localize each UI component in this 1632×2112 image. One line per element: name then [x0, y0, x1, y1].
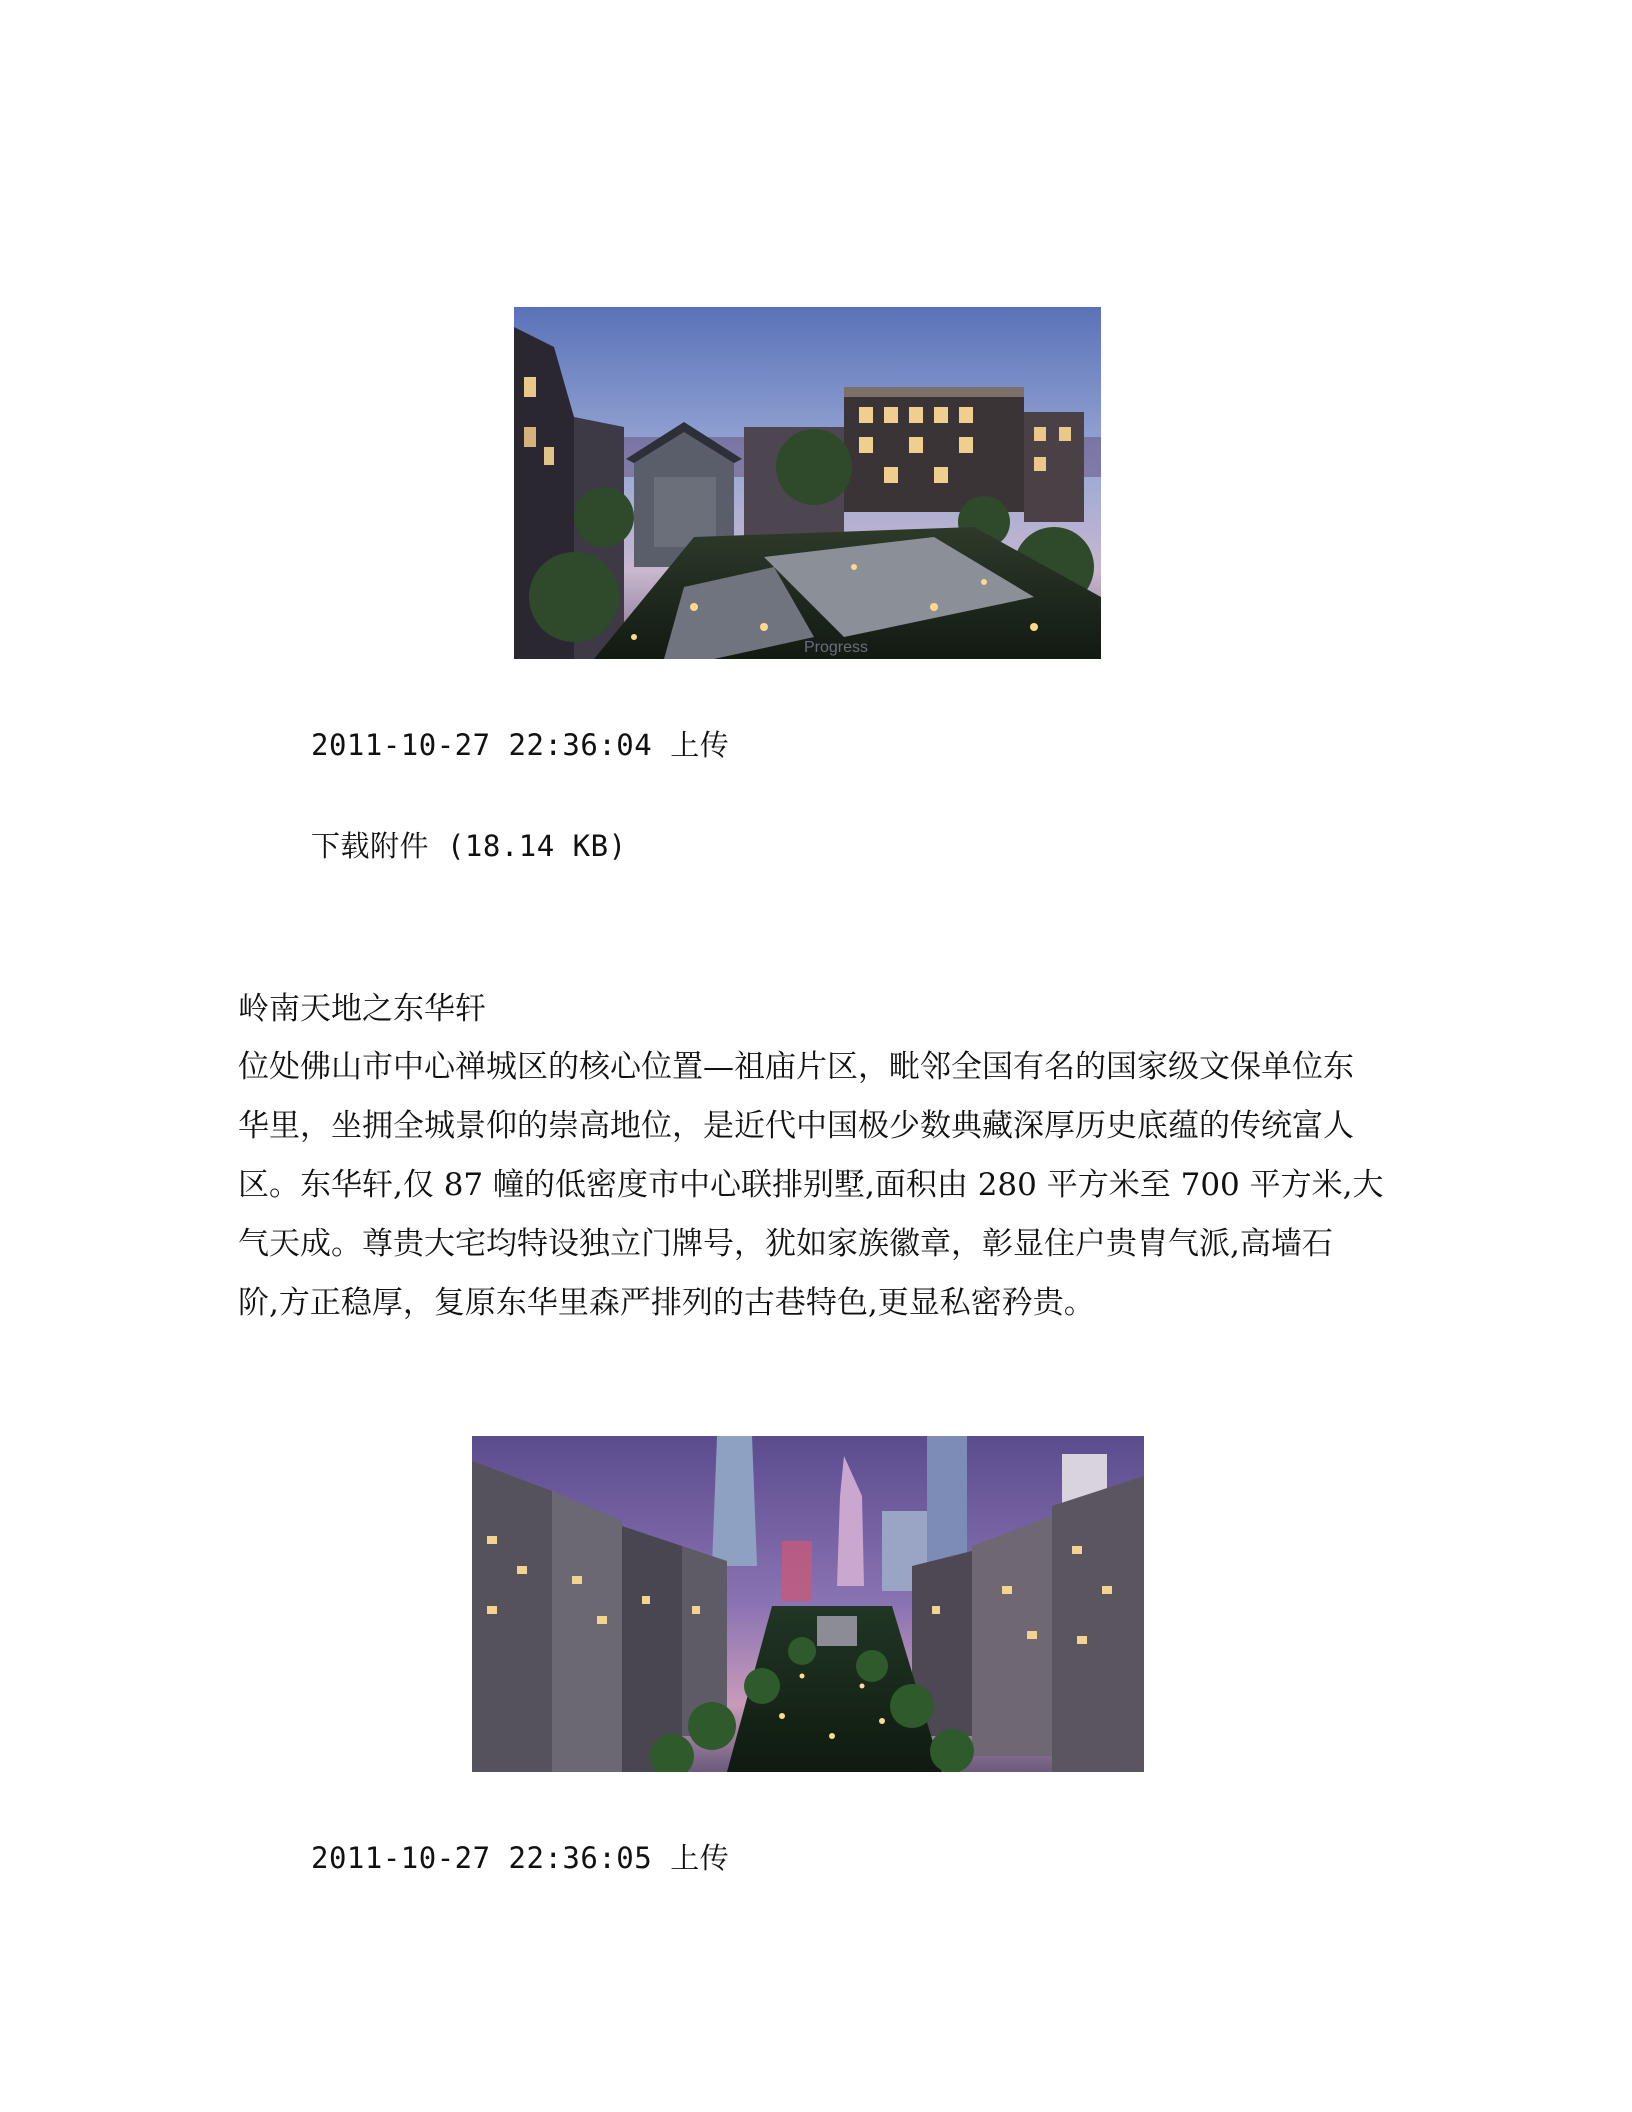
photo-watermark: Progress [804, 639, 869, 656]
upload-timestamp-2: 2011-10-27 22:36:05 上传 [311, 1841, 730, 1875]
courtyard-villa-photo [514, 307, 1101, 659]
article-line-4: 气天成。尊贵大宅均特设独立门牌号，犹如家族徽章，彰显住户贵胄气派,高墙石 [238, 1226, 1333, 1262]
upload-timestamp: 2011-10-27 22:36:04 上传 [311, 728, 730, 762]
highrise-district-photo [472, 1436, 1144, 1772]
article-line-5: 阶,方正稳厚，复原东华里森严排列的古巷特色,更显私密矜贵。 [238, 1285, 1095, 1321]
courtyard-villa-illustration [514, 307, 1101, 659]
article-line-1: 位处佛山市中心禅城区的核心位置—祖庙片区，毗邻全国有名的国家级文保单位东 [238, 1049, 1354, 1085]
download-attachment-link[interactable]: 下载附件 (18.14 KB) [311, 829, 627, 863]
highrise-district-illustration [472, 1436, 1144, 1772]
article-heading: 岭南天地之东华轩 [238, 991, 486, 1027]
article-line-2: 华里，坐拥全城景仰的崇高地位，是近代中国极少数典藏深厚历史底蕴的传统富人 [238, 1108, 1354, 1144]
article-line-3: 区。东华轩,仅 87 幢的低密度市中心联排别墅,面积由 280 平方米至 700 平方米,大 [238, 1167, 1384, 1203]
